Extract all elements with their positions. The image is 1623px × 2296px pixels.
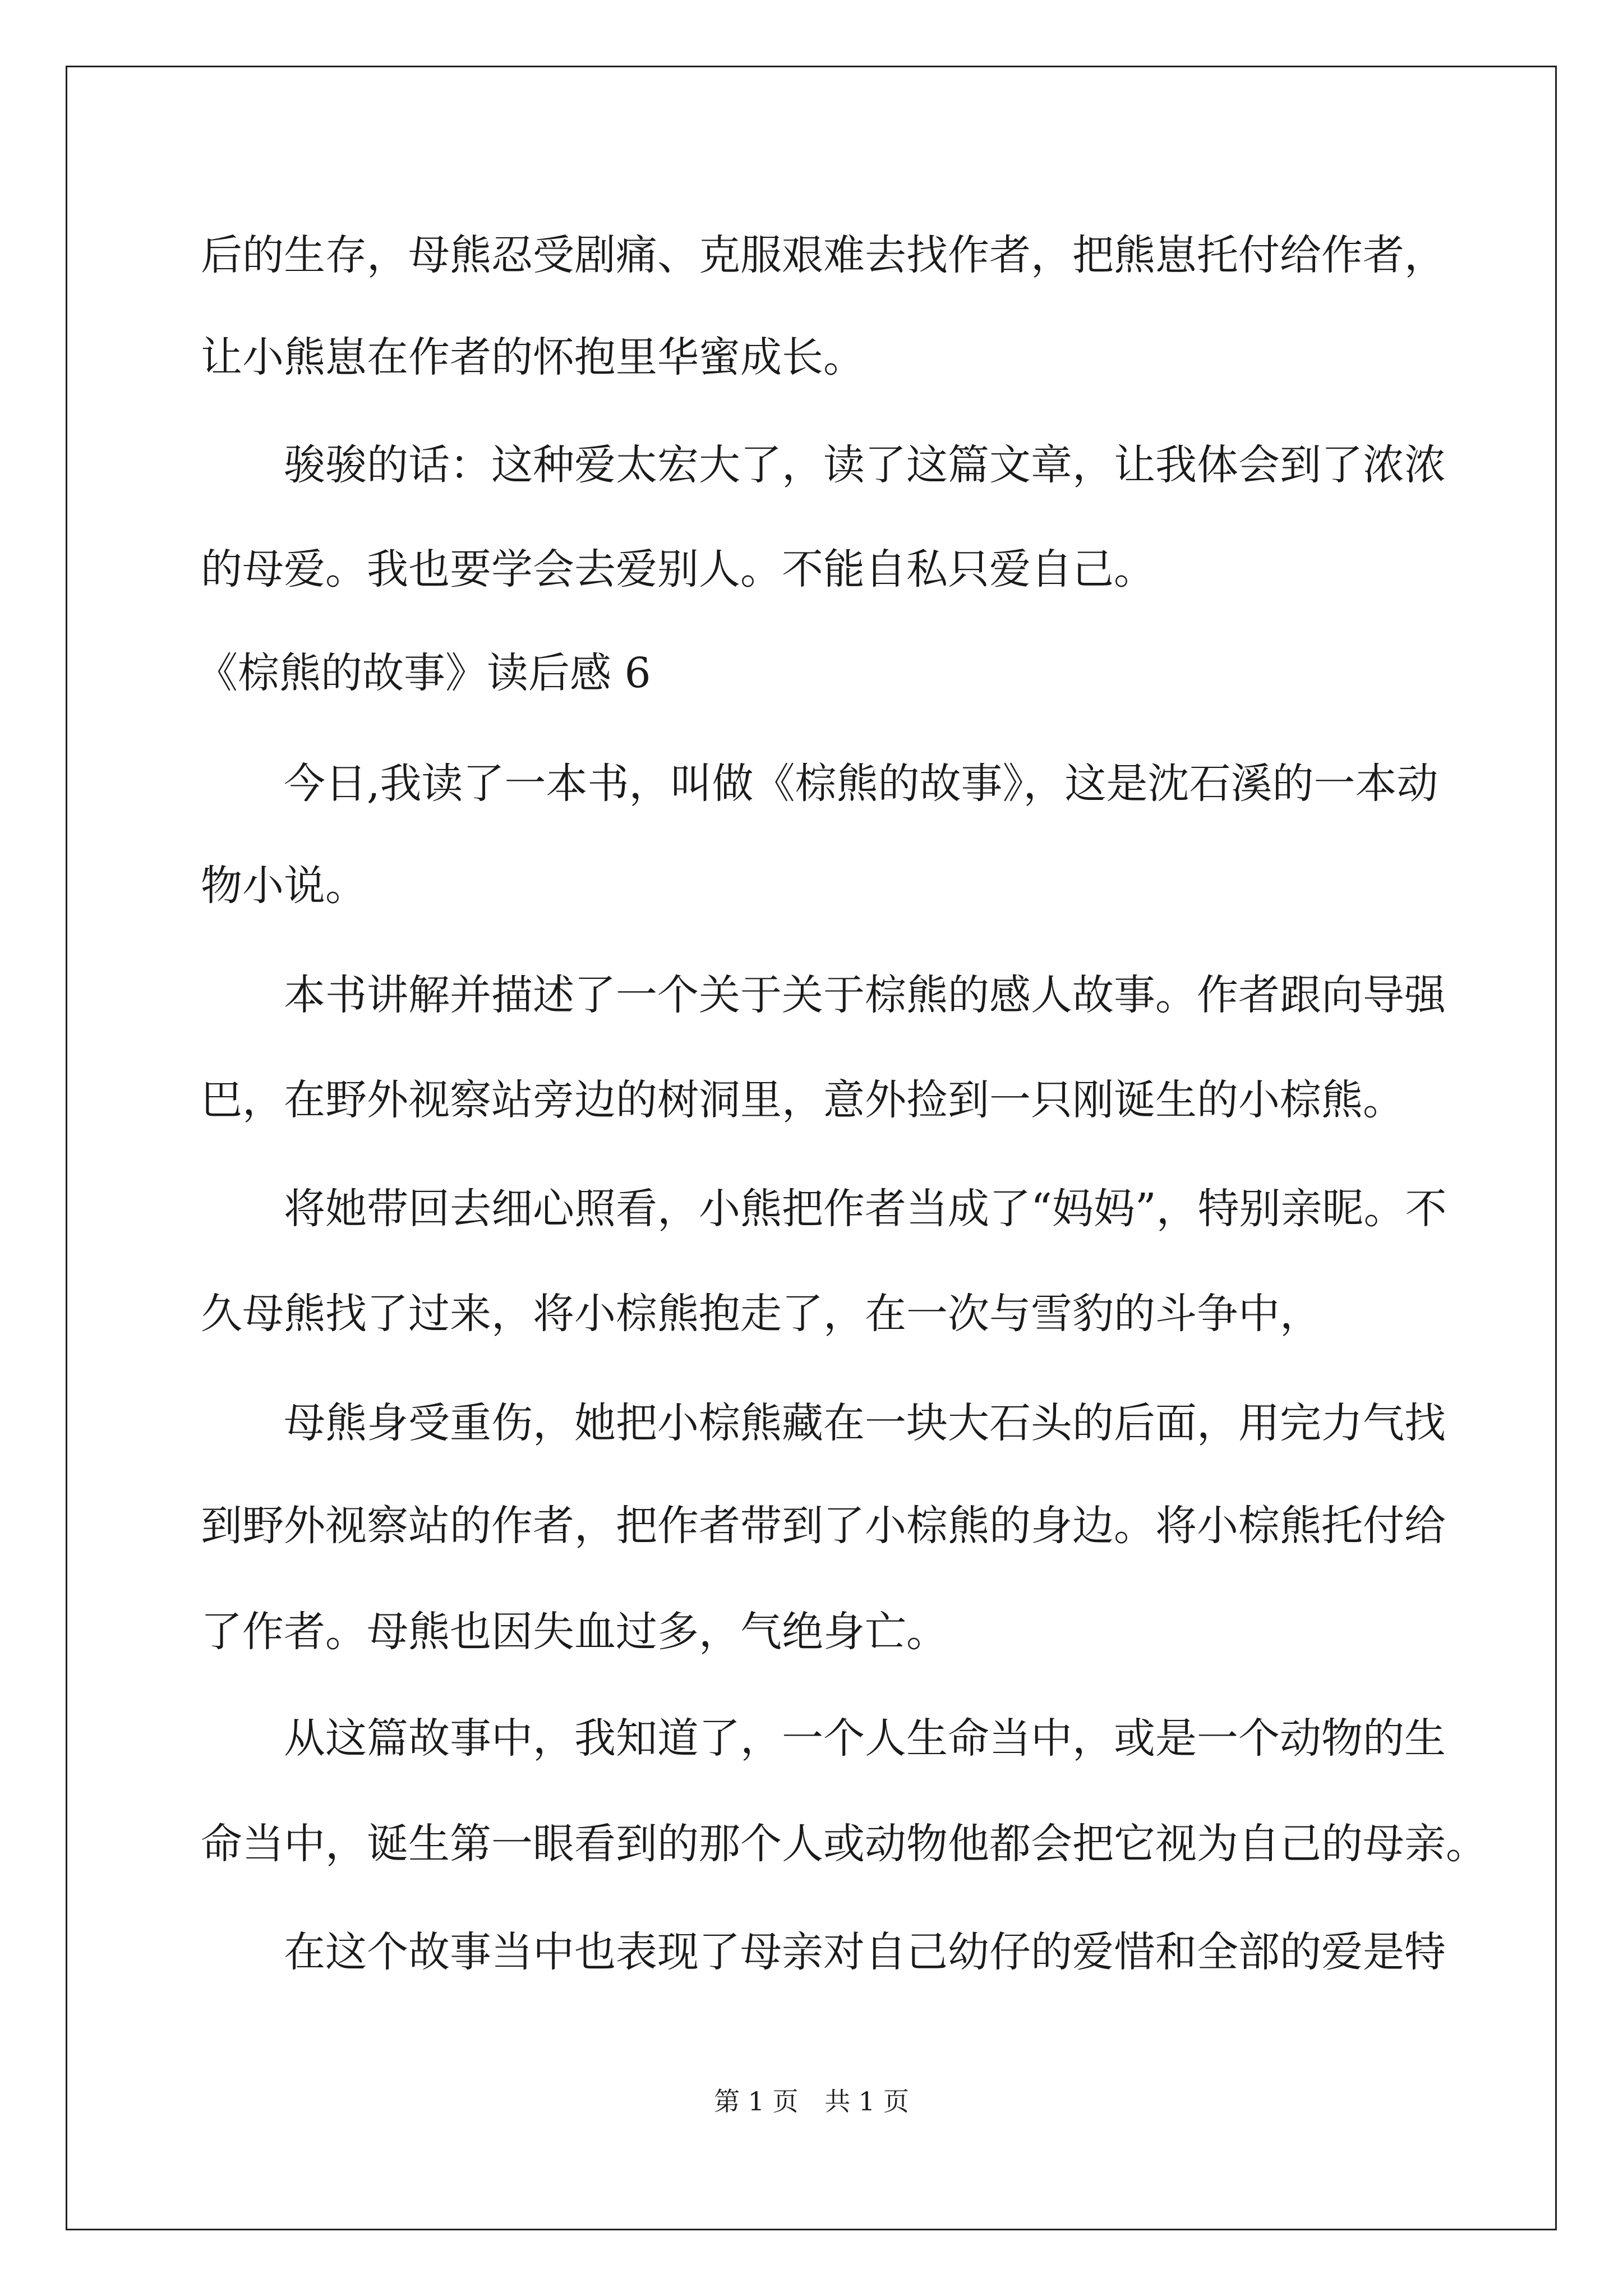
- section-heading: 《棕熊的故事》读后感 6: [196, 649, 651, 697]
- paragraph-line: 命当中，诞生第一眼看到的那个人或动物他都会把它视为自己的母亲。: [201, 1820, 1487, 1868]
- page-footer: [0, 2088, 1623, 2114]
- paragraph-line: 久母熊找了过来，将小棕熊抱走了，在一次与雪豹的斗争中，: [201, 1290, 1321, 1338]
- paragraph-line: 在这个故事当中也表现了母亲对自己幼仔的爱惜和全部的爱是特: [284, 1928, 1446, 1976]
- paragraph-line: 从这篇故事中，我知道了，一个人生命当中，或是一个动物的生: [284, 1714, 1446, 1763]
- paragraph-line: 巴，在野外视察站旁边的树洞里，意外捡到一只刚诞生的小棕熊。: [201, 1076, 1404, 1124]
- page-total: 共 1 页: [824, 2086, 909, 2116]
- paragraph-line: 本书讲解并描述了一个关于关于棕熊的感人故事。作者跟向导强: [284, 971, 1446, 1019]
- paragraph-line: 了作者。母熊也因失血过多，气绝身亡。: [201, 1608, 948, 1656]
- paragraph-line: 让小熊崽在作者的怀抱里华蜜成长。: [201, 333, 865, 381]
- page-border: [66, 66, 1557, 2230]
- paragraph-line: 后的生存，母熊忍受剧痛、克服艰难去找作者，把熊崽托付给作者，: [201, 231, 1446, 279]
- paragraph-line: 骏骏的话：这种爱太宏大了，读了这篇文章，让我体会到了浓浓: [284, 441, 1446, 489]
- paragraph-line: 今日,我读了一本书，叫做《棕熊的故事》，这是沈石溪的一本动: [284, 760, 1438, 808]
- paragraph-line: 将她带回去细心照看，小熊把作者当成了“妈妈”，特别亲昵。不: [284, 1185, 1447, 1233]
- page-number: 第 1 页: [714, 2086, 799, 2116]
- paragraph-line: 到野外视察站的作者，把作者带到了小棕熊的身边。将小棕熊托付给: [201, 1502, 1446, 1550]
- paragraph-line: 物小说。: [201, 862, 367, 910]
- paragraph-line: 的母爱。我也要学会去爱别人。不能自私只爱自己。: [201, 545, 1155, 593]
- paragraph-line: 母熊身受重伤，她把小棕熊藏在一块大石头的后面，用完力气找: [284, 1399, 1446, 1447]
